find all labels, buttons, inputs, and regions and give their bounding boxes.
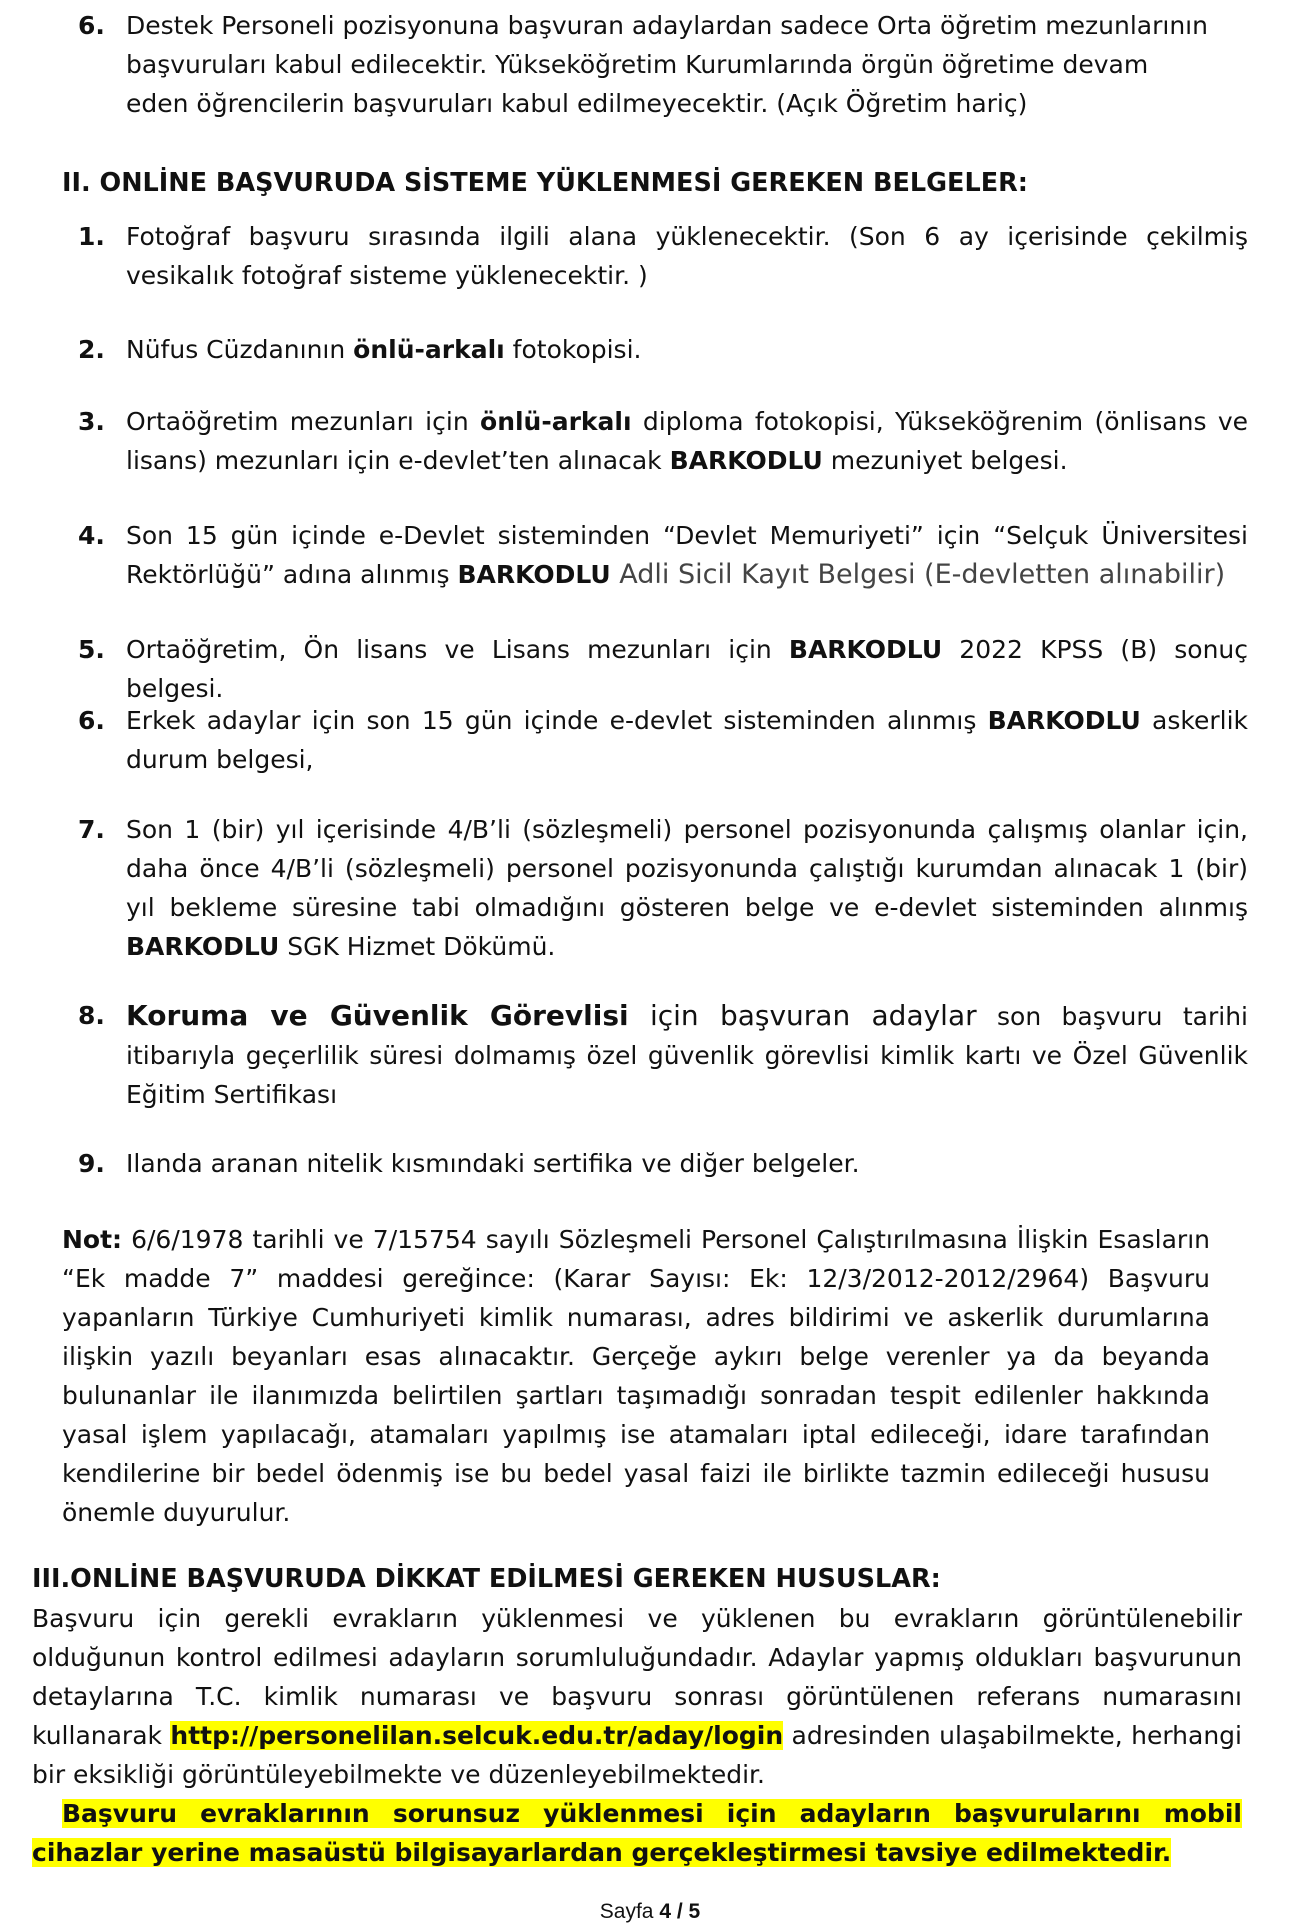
note-text: 6/6/1978 tarihli ve 7/15754 sayılı Sözleşmeli Personel Çalıştırılmasına İlişkin Esasların “Ek madde 7” maddesi gereğince: (Karar Sayısı: Ek: 12/3/2012-2012/2964) Başvuru yapanların Türkiye Cumhuriyeti kimlik numarası, adres bildirimi ve askerlik durumlarına ilişkin yazılı beyanları esas alınacaktır. Gerçeğe aykırı belge verenler ya da beyanda bulunanlar ile ilanımızda belirtilen şartları taşımadığı sonradan tespit edilenler hakkında yasal işlem yapılacağı, atamaları yapılmış ise atamaları iptal edileceği, idare tarafından kendilerine bir bedel ödenmiş ise bu bedel yasal faizi ile birlikte tazmin edileceği hususu önemle duyurulur. (62, 1225, 1210, 1527)
item-text: Son 15 gün içinde e-Devlet sisteminden “Devlet Memuriyeti” için “Selçuk Üniversitesi Rektörlüğü” adına alınmış (126, 521, 1248, 589)
item-number: 1. (78, 222, 105, 251)
item-text: son başvuru tarihi itibarıyla geçerlilik süresi dolmamış özel güvenlik görevlisi kimlik kartı ve Özel Güvenlik Eğitim Sertifikası (126, 1002, 1248, 1109)
item-number: 7. (78, 815, 105, 844)
emphasis-text: Koruma ve Güvenlik Görevlisi (126, 999, 629, 1032)
page-label: Sayfa (599, 1900, 660, 1923)
section-heading: II. ONLİNE BAŞVURUDA SİSTEME YÜKLENMESİ GEREKEN BELGELER: (62, 168, 1028, 198)
list-item (78, 516, 1248, 594)
paragraph-text: adresinden ulaşabilmekte, herhangi bir eksikliği görüntüleyebilmekte ve düzenleyebilmektedir. (32, 1721, 1242, 1789)
item-text: Ilanda aranan nitelik kısmındaki sertifika ve diğer belgeler. (126, 1149, 860, 1178)
emphasis-text: önlü-arkalı (353, 335, 505, 364)
section3-paragraph (32, 1599, 1242, 1794)
list-item (78, 217, 1248, 295)
list-item (78, 810, 1248, 966)
list-item (78, 701, 1248, 779)
emphasis-text: önlü-arkalı (480, 407, 632, 436)
item-line: eden öğrencilerin başvuruları kabul edilmeyecektir. (Açık Öğretim hariç) (126, 89, 1028, 118)
item-line: Destek Personeli pozisyonuna başvuran adaylardan sadece Orta öğretim mezunlarının (126, 11, 1208, 40)
note-label: Not: (62, 1225, 123, 1254)
item-text: fotokopisi. (504, 335, 642, 364)
item-text: Ortaöğretim, Ön lisans ve Lisans mezunları için (126, 635, 789, 664)
page-footer (0, 1898, 1300, 1926)
item-text: 2022 KPSS (B) sonuç belgesi. (126, 635, 1249, 703)
application-link[interactable]: http://personelilan.selcuk.edu.tr/aday/login (170, 1721, 784, 1750)
item-text: Ortaöğretim mezunları için (126, 407, 481, 436)
emphasis-text: BARKODLU (788, 635, 943, 664)
item-text: diploma fotokopisi, Yükseköğrenim (önlisans ve lisans) mezunları için e-devlet’ten alınacak (126, 407, 1249, 475)
item-number: 2. (78, 335, 105, 364)
item-text: Adli Sicil Kayıt Belgesi (E-devletten alınabilir) (610, 559, 1226, 590)
list-item (78, 630, 1248, 708)
warning-text: cihazlar yerine masaüstü bilgisayarlardan gerçekleştirmesi tavsiye edilmektedir. (32, 1838, 1172, 1867)
item-number: 9. (78, 1149, 105, 1178)
section-heading: III.ONLİNE BAŞVURUDA DİKKAT EDİLMESİ GEREKEN HUSUSLAR: (32, 1564, 941, 1594)
total-pages: 5 (688, 1900, 701, 1923)
emphasis-text: BARKODLU (126, 932, 280, 961)
emphasis-text: BARKODLU (669, 446, 823, 475)
current-page: 4 (659, 1900, 672, 1923)
item-text: için başvuran adaylar (628, 999, 977, 1032)
warning-paragraph (32, 1794, 1242, 1872)
item-text: Son 1 (bir) yıl içerisinde 4/B’li (sözleşmeli) personel pozisyonunda çalışmış olanlar için, daha önce 4/B’li (sözleşmeli) personel pozisyonunda çalıştığı kurumdan alınacak 1 (bir) yıl bekleme süresine tabi olmadığını gösteren belge ve e-devlet sisteminden alınmış (126, 815, 1248, 922)
emphasis-text: BARKODLU (457, 560, 611, 589)
warning-text: Başvuru evraklarının sorunsuz yüklenmesi için adayların başvurularını mobil (62, 1799, 1242, 1828)
item-text: Nüfus Cüzdanının (126, 335, 354, 364)
item-text: mezuniyet belgesi. (822, 446, 1068, 475)
item-number: 3. (78, 407, 105, 436)
list-item (78, 6, 1248, 123)
item-number: 4. (78, 521, 105, 550)
item-line: başvuruları kabul edilecektir. Yükseköğretim Kurumlarında örgün öğretime devam (126, 50, 1149, 79)
item-text: askerlik durum belgesi, (126, 706, 1248, 774)
item-text: SGK Hizmet Dökümü. (279, 932, 556, 961)
item-number: 5. (78, 635, 105, 664)
item-number: 6. (78, 706, 105, 735)
page-separator: / (671, 1900, 689, 1923)
note-paragraph (62, 1220, 1210, 1532)
item-number: 6. (78, 11, 105, 40)
list-item (78, 330, 1248, 369)
item-text: Erkek adaylar için son 15 gün içinde e-devlet sisteminden alınmış (126, 706, 988, 735)
emphasis-text: BARKODLU (987, 706, 1141, 735)
item-number: 8. (78, 1001, 105, 1030)
list-item (78, 1144, 1248, 1183)
list-item (78, 402, 1248, 480)
list-item (78, 996, 1248, 1114)
item-text: Fotoğraf başvuru sırasında ilgili alana yüklenecektir. (Son 6 ay içerisinde çekilmiş vesikalık fotoğraf sisteme yüklenecektir. ) (126, 222, 1248, 290)
paragraph-text: Başvuru için gerekli evrakların yüklenmesi ve yüklenen bu evrakların görüntülenebilir olduğunun kontrol edilmesi adayların sorumluluğundadır. Adaylar yapmış oldukları başvurunun detaylarına T.C. kimlik numarası ve başvuru sonrası görüntülenen referans numarasını kullanarak (32, 1604, 1242, 1750)
